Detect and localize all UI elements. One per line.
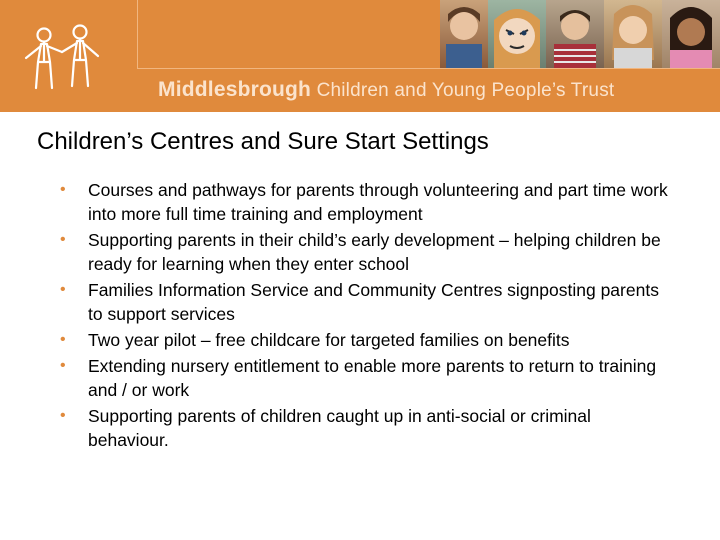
slide-title: Children’s Centres and Sure Start Settings xyxy=(37,128,489,155)
bullet-item xyxy=(60,354,670,402)
bullet-icon: • xyxy=(60,281,66,298)
child-photo-2-face-paint xyxy=(488,0,546,68)
figures-holding-hands-icon xyxy=(0,0,137,112)
bullet-text: Families Information Service and Community Centres signposting parents to support services xyxy=(88,280,659,324)
bullet-item xyxy=(60,178,670,226)
brand-line xyxy=(158,78,614,104)
bullet-icon: • xyxy=(60,407,66,424)
header-banner xyxy=(0,0,720,112)
bullet-item xyxy=(60,228,670,276)
brand-tagline: Children and Young People’s Trust xyxy=(316,80,615,101)
brand-name: Middlesbrough xyxy=(158,78,312,101)
bullet-icon: • xyxy=(60,331,66,348)
logo xyxy=(0,0,137,112)
bullet-icon: • xyxy=(60,231,66,248)
child-photo-4 xyxy=(604,0,662,68)
bullet-item xyxy=(60,328,670,352)
header-divider-horizontal xyxy=(137,68,720,69)
bullet-icon: • xyxy=(60,357,66,374)
bullet-icon: • xyxy=(60,181,66,198)
bullet-item xyxy=(60,404,670,452)
bullet-text: Supporting parents in their child’s early development – helping children be ready for learning when they enter school xyxy=(88,230,661,274)
header-divider-vertical xyxy=(137,0,138,68)
bullet-text: Extending nursery entitlement to enable more parents to return to training and / or work xyxy=(88,356,657,400)
bullet-text: Two year pilot – free childcare for targeted families on benefits xyxy=(88,330,570,350)
child-photo-1 xyxy=(440,0,488,68)
bullet-text: Courses and pathways for parents through volunteering and part time work into more full time training and employment xyxy=(88,180,668,224)
bullet-text: Supporting parents of children caught up in anti-social or criminal behaviour. xyxy=(88,406,591,450)
bullet-item xyxy=(60,278,670,326)
bullet-list xyxy=(60,178,670,454)
photo-strip xyxy=(440,0,720,68)
child-photo-3 xyxy=(546,0,604,68)
child-photo-5 xyxy=(662,0,720,68)
